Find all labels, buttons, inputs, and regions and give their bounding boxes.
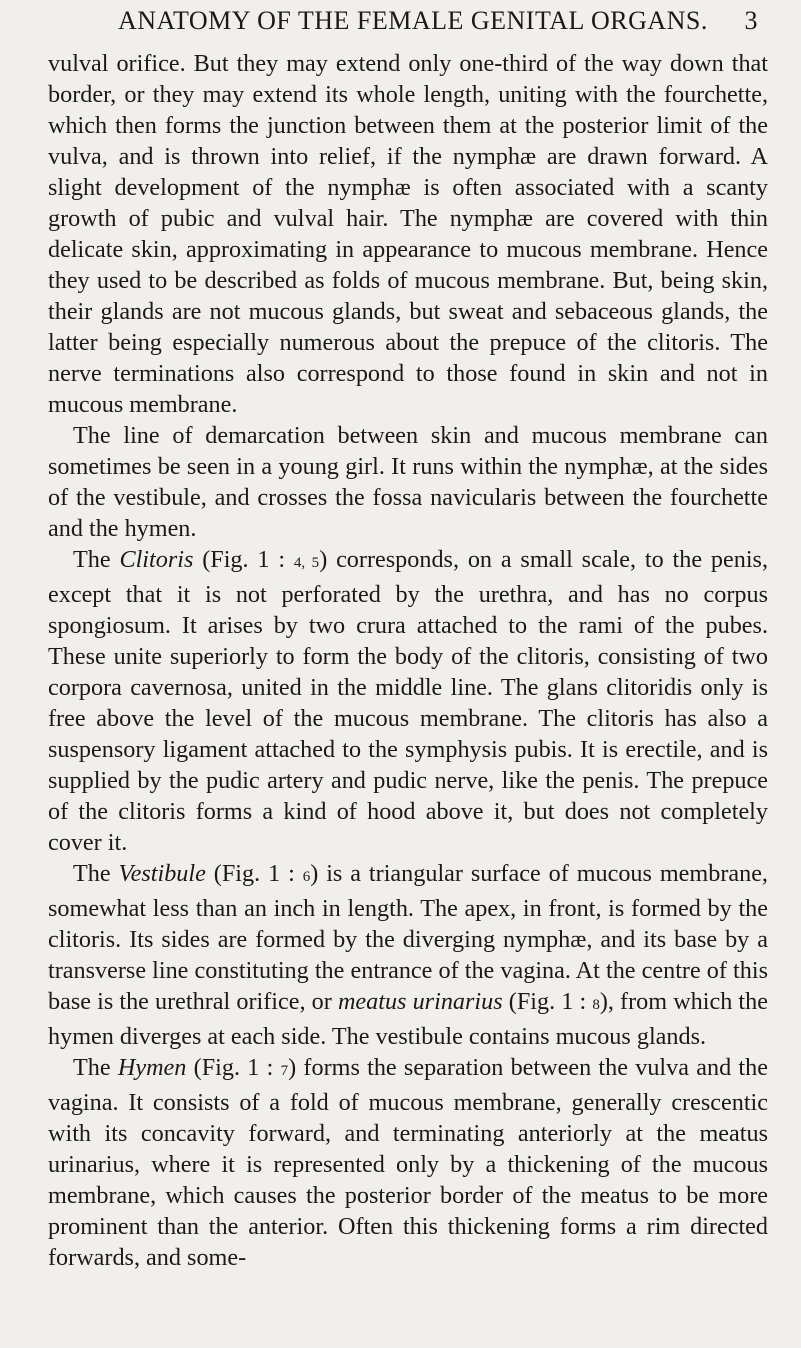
figure-reference: 6 [302, 869, 311, 885]
paragraph-demarcation [48, 420, 768, 544]
paragraph-nymphae [48, 48, 768, 420]
figure-reference: 8 [592, 997, 600, 1013]
running-head-title: ANATOMY OF THE FEMALE GENITAL ORGANS. [118, 6, 708, 35]
figure-reference: 4, 5 [293, 555, 320, 571]
paragraph-text: vulval orifice. But they may extend only one-third of the way down that border, or they may extend its whole length, uniting with the fourchette, which then forms the junction between them at the posterior limit of the vulva, and is thrown into relief, if the nymphæ are drawn forward. A slight development of the nymphæ is often associated with a scanty growth of pubic and vulval hair. The nymphæ are covered with thin delicate skin, approximating in appearance to mucous membrane. Hence they used to be described as folds of mucous membrane. But, being skin, their glands are not mucous glands, but sweat and sebaceous glands, the latter being especially numerous about the prepuce of the clitoris. The nerve terminations also correspond to those found in skin and not in mucous membrane. [48, 50, 768, 418]
text-segment: ) corresponds, on a small scale, to the penis, except that it is not perforated by the urethra, and has no corpus spongiosum. It arises by two crura attached to the rami of the pubes. These unite superiorly to form the body of the clitoris, consisting of two corpora cavernosa, united in the middle line. The glans clitoridis only is free above the level of the mucous membrane. The clitoris has also a suspensory ligament attached to the symphysis pubis. It is erectile, and is supplied by the pudic artery and pudic nerve, like the penis. The prepuce of the clitoris forms a kind of hood above it, but does not completely cover it. [48, 546, 769, 856]
text-segment: (Fig. 1 : [502, 988, 593, 1015]
paragraph-hymen [48, 1052, 768, 1273]
text-segment: (Fig. 1 : [186, 1054, 281, 1081]
section-term-clitoris: Clitoris [119, 546, 194, 573]
term-meatus-urinarius: meatus urinarius [337, 988, 503, 1015]
text-segment: The [73, 1054, 118, 1081]
figure-reference: 7 [280, 1063, 289, 1079]
text-segment: The [73, 860, 119, 887]
page-number: 3 [744, 6, 758, 35]
section-term-vestibule: Vestibule [118, 860, 206, 887]
paragraph-clitoris [48, 544, 768, 858]
text-segment: (Fig. 1 : [193, 546, 294, 573]
text-segment: The [73, 546, 120, 573]
text-segment: (Fig. 1 : [205, 860, 303, 887]
body-text [48, 48, 768, 1273]
section-term-hymen: Hymen [117, 1054, 187, 1081]
paragraph-vestibule [48, 858, 768, 1052]
running-head [118, 6, 758, 46]
text-segment: ) forms the separation between the vulva and the vagina. It consists of a fold of mucous membrane, generally crescentic with its concavity forward, and terminating anteriorly at the meatus urinarius, where it is represented only by a thickening of the mucous membrane, which causes the posterior border of the meatus to be more prominent than the anterior. Often this thickening forms a rim directed forwards, and some- [48, 1054, 768, 1271]
text-segment: ) is a triangular surface of mucous membrane, somewhat less than an inch in length. The apex, in front, is formed by the clitoris. Its sides are formed by the diverging nymphæ, and its base by a transverse line constituting the entrance of the vagina. At the centre of this base is the urethral orifice, or [48, 860, 768, 1015]
paragraph-text: The line of demarcation between skin and mucous membrane can sometimes be seen in a young girl. It runs within the nymphæ, at the sides of the vestibule, and crosses the fossa navicularis between the fourchette and the hymen. [48, 422, 768, 542]
text-segment: ), from which the hymen diverges at each side. The vestibule contains mucous glands. [48, 988, 768, 1050]
